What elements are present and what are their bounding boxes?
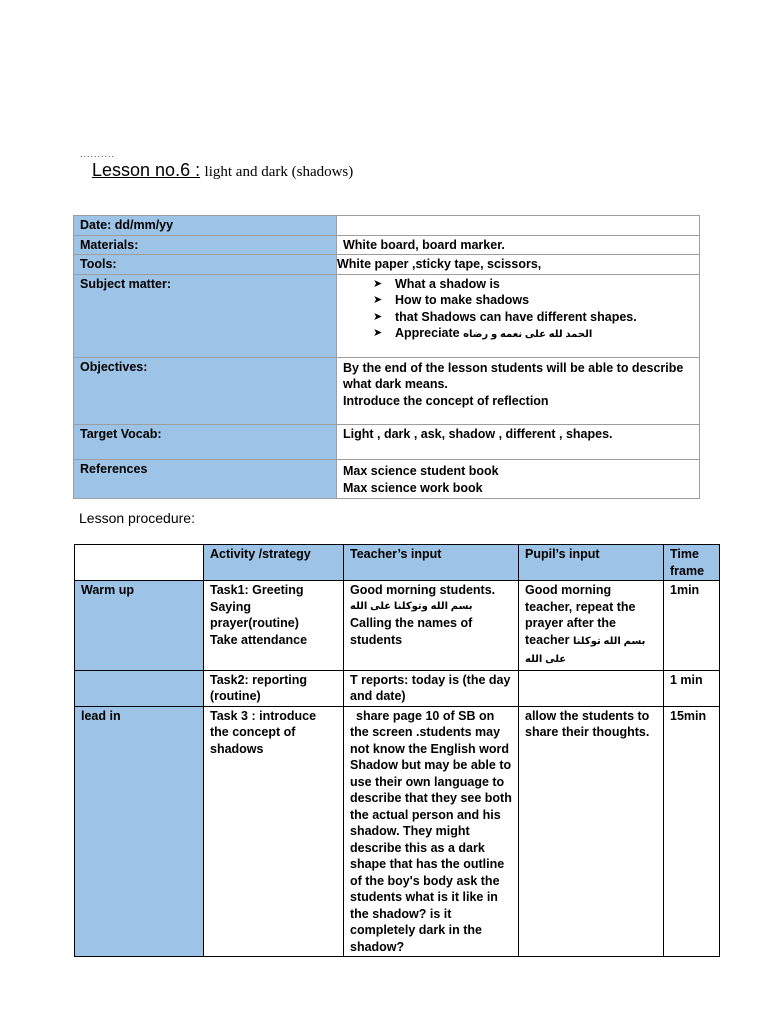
subject-arabic-text: الحمد لله على نعمه و رضاه xyxy=(463,329,593,340)
objectives-value xyxy=(337,357,700,424)
materials-label: Materials: xyxy=(74,235,337,255)
objectives-label: Objectives: xyxy=(74,357,337,424)
header-pupil-input: Pupil’s input xyxy=(519,545,664,581)
reporting-teacher-input: T reports: today is (the day and date) xyxy=(344,670,519,706)
objective-line: By the end of the lesson students will be able to describe xyxy=(343,360,684,375)
tools-row xyxy=(74,255,700,275)
date-value xyxy=(337,216,700,236)
reference-line: Max science work book xyxy=(343,481,483,495)
arrow-bullet-icon: ➤ xyxy=(373,310,383,323)
subject-item: ➤ Appreciate الحمد لله على نعمه و رضاه xyxy=(373,326,593,340)
lesson-topic: light and dark (shadows) xyxy=(204,164,354,180)
lesson-title xyxy=(92,160,353,181)
warmup-row-1 xyxy=(75,581,720,671)
subject-item: ➤ What a shadow is xyxy=(373,276,500,291)
warmup-label: Warm up xyxy=(75,581,204,671)
vocab-value: Light , dark , ask, shadow , different , shapes. xyxy=(337,424,700,459)
subject-value xyxy=(337,274,700,357)
header-time-frame: Time frame xyxy=(664,545,720,581)
date-label: Date: dd/mm/yy xyxy=(74,216,337,236)
arrow-bullet-icon: ➤ xyxy=(373,327,383,339)
procedure-title: Lesson procedure: xyxy=(79,510,195,526)
lesson-procedure-table xyxy=(74,544,720,957)
header-blank-cell xyxy=(75,545,204,581)
vocab-row xyxy=(74,424,700,459)
vocab-label: Target Vocab: xyxy=(74,424,337,459)
references-value xyxy=(337,459,700,498)
reporting-activity: Task2: reporting (routine) xyxy=(204,670,344,706)
warmup-time: 1min xyxy=(664,581,720,671)
subject-label: Subject matter: xyxy=(74,274,337,357)
leadin-time: 15min xyxy=(664,706,720,957)
title-dots: .......... xyxy=(80,149,116,159)
materials-row xyxy=(74,235,700,255)
procedure-header-row xyxy=(75,545,720,581)
materials-value: White board, board marker. xyxy=(337,235,700,255)
warmup-pupil-input: Good morning teacher, repeat the prayer after the teacher بسم الله توكلنا على الله xyxy=(519,581,664,671)
tools-value: White paper ,sticky tape, scissors, xyxy=(337,255,700,275)
warmup-activity: Task1: Greeting Saying prayer(routine) Take attendance xyxy=(204,581,344,671)
subject-item: ➤ How to make shadows xyxy=(373,293,530,307)
arrow-bullet-icon: ➤ xyxy=(373,277,383,290)
pupil-arabic-text: بسم الله توكلنا على الله xyxy=(525,635,646,665)
objectives-row xyxy=(74,357,700,424)
reference-line: Max science student book xyxy=(343,463,499,478)
leadin-activity: Task 3 : introduce the concept of shadows xyxy=(204,706,344,957)
arrow-bullet-icon: ➤ xyxy=(373,294,383,306)
lesson-number: Lesson no.6 : xyxy=(92,160,201,180)
teacher-arabic-text: بسم الله وتوكلنا على الله xyxy=(350,600,473,612)
references-row xyxy=(74,459,700,498)
date-row xyxy=(74,216,700,236)
leadin-teacher-input: share page 10 of SB on the screen .students may not know the English word Shadow but may be able to use their own language to describe that they see both the actual person and his shadow. They might describe this as a dark shape that has the outline of the boy's body ask the students what is it like in the shadow? is it completely dark in the shadow? xyxy=(344,706,519,957)
subject-item: ➤ that Shadows can have different shapes. xyxy=(373,309,637,324)
objective-line: what dark means. xyxy=(343,377,448,391)
header-teacher-input: Teacher’s input xyxy=(344,545,519,581)
reporting-pupil-input xyxy=(519,670,664,706)
lesson-info-table xyxy=(73,215,700,499)
tools-label: Tools: xyxy=(74,255,337,275)
leadin-label: lead in xyxy=(75,706,204,957)
reporting-time: 1 min xyxy=(664,670,720,706)
subject-row xyxy=(74,274,700,357)
warmup-blank-cell xyxy=(75,670,204,706)
subject-list xyxy=(343,276,693,344)
header-activity: Activity /strategy xyxy=(204,545,344,581)
objective-line: Introduce the concept of reflection xyxy=(343,393,549,408)
warmup-teacher-input: Good morning students. بسم الله وتوكلنا على الله Calling the names of students xyxy=(344,581,519,671)
warmup-row-2 xyxy=(75,670,720,706)
leadin-row xyxy=(75,706,720,957)
references-label: References xyxy=(74,459,337,498)
leadin-pupil-input: allow the students to share their thoughts. xyxy=(519,706,664,957)
